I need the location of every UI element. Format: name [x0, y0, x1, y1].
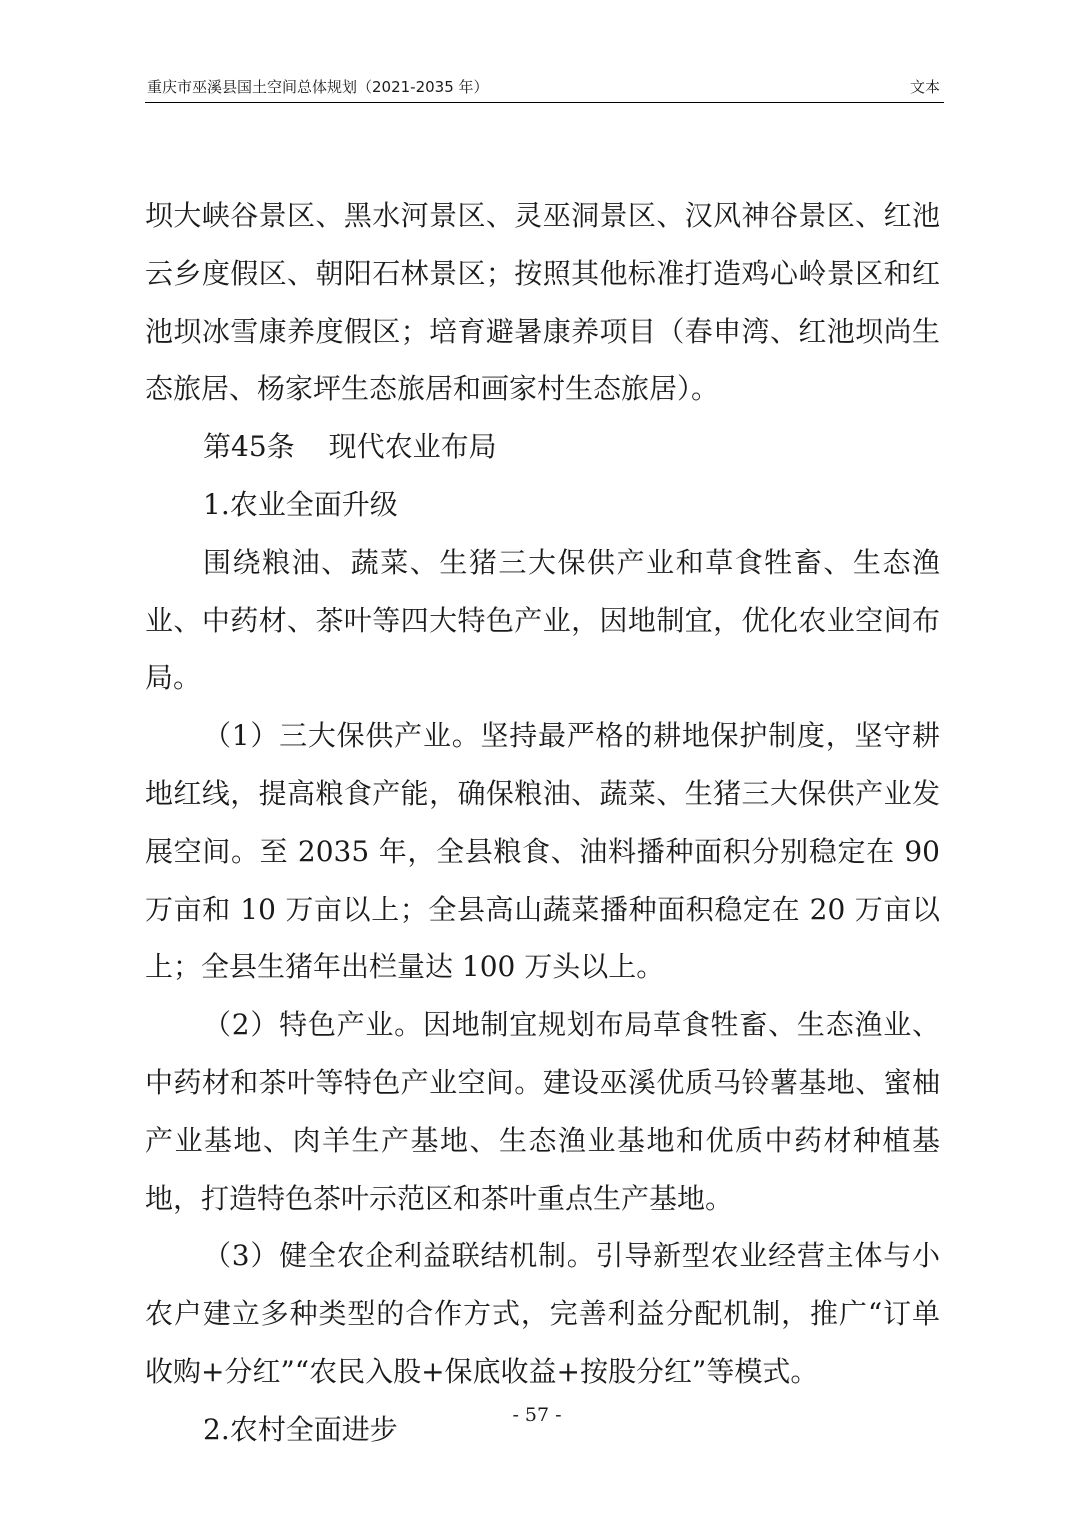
- article-title: 现代农业布局: [328, 430, 497, 464]
- paragraph-intro: 围绕粮油、蔬菜、生猪三大保供产业和草食牲畜、生态渔业、中药材、茶叶等四大特色产业，因地制宜，优化农业空间布局。: [145, 545, 940, 695]
- section-heading-2: 2.农村全面进步: [203, 1412, 398, 1446]
- document-body: [145, 187, 940, 1459]
- page-header: [145, 76, 944, 103]
- paragraph-item-1: （1）三大保供产业。坚持最严格的耕地保护制度，坚守耕地红线，提高粮食产能，确保粮油、蔬菜、生猪三大保供产业发展空间。至 2035 年，全县粮食、油料播种面积分别稳定在 90 万亩和 10 万亩以上；全县高山蔬菜播种面积稳定在 20 万亩以上；全县生猪年出栏量达 100 万头以上。: [145, 719, 940, 984]
- document-title: 重庆市巫溪县国土空间总体规划（2021-2035 年）: [147, 78, 489, 96]
- section-heading-1: 1.农业全面升级: [203, 487, 398, 521]
- paragraph-item-3: （3）健全农企利益联结机制。引导新型农业经营主体与小农户建立多种类型的合作方式，完善利益分配机制，推广“订单收购+分红”“农民入股+保底收益+按股分红”等模式。: [145, 1239, 940, 1388]
- document-type-label: 文本: [909, 78, 940, 96]
- article-heading: [145, 418, 940, 476]
- paragraph-continued: 坝大峡谷景区、黑水河景区、灵巫洞景区、汉风神谷景区、红池云乡度假区、朝阳石林景区；按照其他标准打造鸡心岭景区和红池坝冰雪康养度假区；培育避暑康养项目（春申湾、红池坝尚生态旅居、杨家坪生态旅居和画家村生态旅居）。: [145, 199, 940, 406]
- page-number: - 57 -: [512, 1404, 562, 1426]
- article-number: 第45条: [203, 430, 295, 464]
- paragraph-item-2: （2）特色产业。因地制宜规划布局草食牲畜、生态渔业、中药材和茶叶等特色产业空间。建设巫溪优质马铃薯基地、蜜柚产业基地、肉羊生产基地、生态渔业基地和优质中药材种植基地，打造特色茶叶示范区和茶叶重点生产基地。: [145, 1008, 940, 1215]
